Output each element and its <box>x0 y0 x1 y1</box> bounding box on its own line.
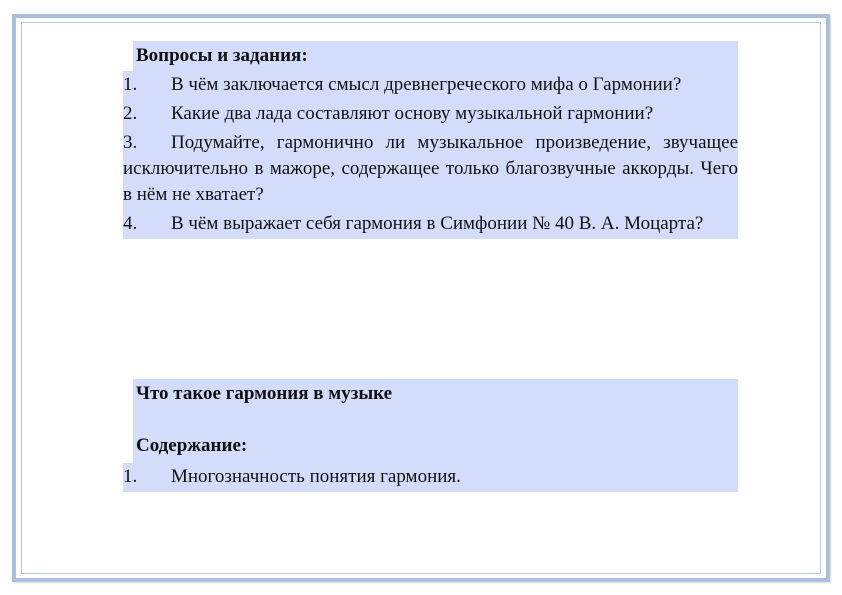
question-text: Подумайте, гармонично ли музыкальное произведение, звучащее исключительно в мажоре, содержащее только благозвучные аккорды. Чего в нём не хватает? <box>123 132 738 205</box>
question-item-2 <box>123 100 738 129</box>
questions-heading: Вопросы и задания: <box>133 41 738 71</box>
question-number: 1. <box>123 74 138 95</box>
contents-number: 1. <box>123 466 138 487</box>
spacer <box>136 407 738 433</box>
question-item-3 <box>123 129 738 210</box>
question-item-4-body <box>123 211 738 237</box>
question-item-1 <box>123 71 738 100</box>
question-item-3-body <box>123 130 738 208</box>
question-text: В чём выражает себя гармония в Симфонии № 40 В. А. Моцарта? <box>171 213 704 234</box>
contents-section <box>123 379 738 492</box>
question-item-4 <box>123 210 738 239</box>
lesson-title: Что такое гармония в музыке <box>136 383 393 404</box>
contents-heading: Содержание: <box>136 435 248 456</box>
question-number: 3. <box>123 132 138 153</box>
question-number: 4. <box>123 213 138 234</box>
question-text: Какие два лада составляют основу музыкальной гармонии? <box>171 103 654 124</box>
questions-section <box>123 41 738 239</box>
contents-item-1 <box>123 463 738 492</box>
question-number: 2. <box>123 103 138 124</box>
contents-text: Многозначность понятия гармония. <box>171 466 461 487</box>
question-text: В чём заключается смысл древнегреческого мифа о Гармонии? <box>171 74 682 95</box>
question-item-1-body <box>123 72 738 98</box>
question-item-2-body <box>123 101 738 127</box>
contents-heading-box <box>133 379 738 463</box>
contents-item-1-body <box>123 464 738 490</box>
